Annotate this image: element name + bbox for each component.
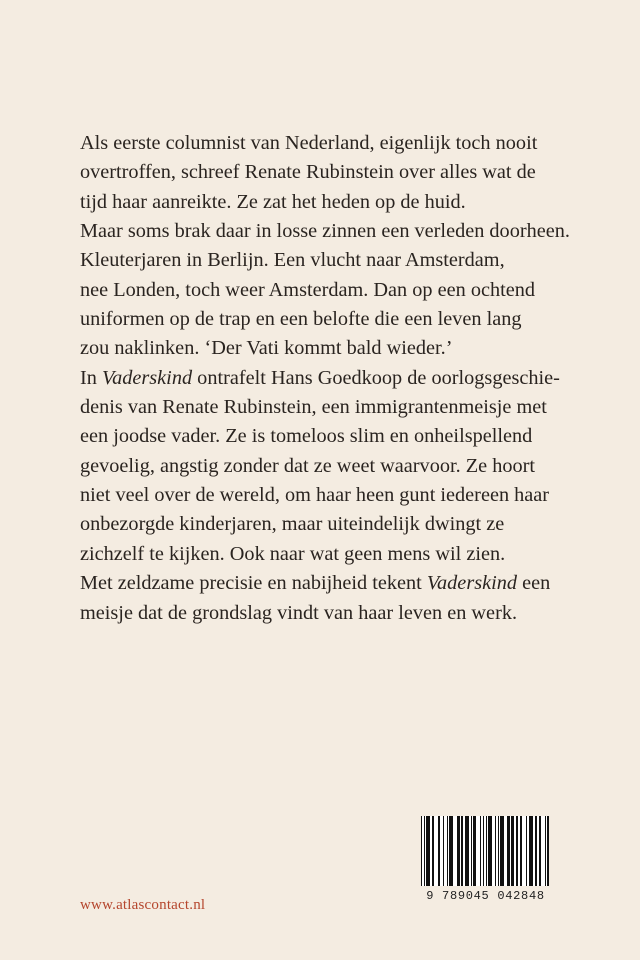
blurb-text-run: In bbox=[80, 366, 102, 389]
blurb-line bbox=[80, 481, 620, 510]
blurb-text-run: Met zeldzame precisie en nabijheid tekent bbox=[80, 572, 427, 595]
book-title-italic: Vaderskind bbox=[101, 366, 193, 389]
blurb-text-run: uniformen op de trap en een belofte die een leven lang bbox=[80, 308, 522, 331]
blurb-text-run: zou naklinken. ‘Der Vati kommt bald wieder.’ bbox=[80, 337, 453, 360]
blurb-line bbox=[80, 129, 620, 158]
barcode-bar bbox=[547, 816, 548, 886]
blurb-text-run: onbezorgde kinderjaren, maar uiteindelijk dwingt ze bbox=[80, 513, 505, 536]
blurb-line bbox=[80, 305, 620, 334]
blurb-line bbox=[80, 540, 620, 569]
blurb-text-run: overtroffen, schreef Renate Rubinstein over alles wat de bbox=[80, 161, 536, 184]
blurb-text-run: zichzelf te kijken. Ook naar wat geen mens wil zien. bbox=[80, 542, 506, 565]
blurb-text-run: tijd haar aanreikte. Ze zat het heden op de huid. bbox=[80, 190, 466, 213]
blurb-line bbox=[80, 246, 620, 275]
blurb-line bbox=[80, 158, 620, 187]
blurb-line bbox=[80, 510, 620, 539]
blurb-line bbox=[80, 276, 620, 305]
blurb-text-run: een bbox=[517, 572, 551, 595]
blurb-line bbox=[80, 422, 620, 451]
blurb-line bbox=[80, 393, 620, 422]
blurb-line bbox=[80, 569, 620, 598]
blurb-line bbox=[80, 364, 620, 393]
barcode-icon bbox=[418, 816, 553, 916]
blurb-text-run: Als eerste columnist van Nederland, eigenlijk toch nooit bbox=[80, 132, 538, 154]
blurb-text-run: niet veel over de wereld, om haar heen gunt iedereen haar bbox=[80, 484, 550, 507]
blurb-line bbox=[80, 188, 620, 217]
blurb-line bbox=[80, 599, 620, 628]
blurb-line bbox=[80, 334, 620, 363]
blurb-text-run: denis van Renate Rubinstein, een immigrantenmeisje met bbox=[80, 396, 547, 419]
blurb-line bbox=[80, 452, 620, 481]
blurb-text-run: ontrafelt Hans Goedkoop de oorlogsgeschie- bbox=[192, 366, 560, 389]
book-title-italic: Vaderskind bbox=[426, 572, 518, 595]
blurb-text-run: Maar soms brak daar in losse zinnen een verleden doorheen. bbox=[80, 220, 570, 243]
barcode-bars bbox=[421, 816, 550, 886]
blurb-text-run: nee Londen, toch weer Amsterdam. Dan op een ochtend bbox=[80, 278, 536, 301]
blurb-text-run: meisje dat de grondslag vindt van haar leven en werk. bbox=[80, 601, 518, 624]
blurb-text bbox=[80, 129, 620, 628]
isbn-number: 9 789045 042848 bbox=[426, 889, 545, 903]
blurb-text-run: Kleuterjaren in Berlijn. Een vlucht naar Amsterdam, bbox=[80, 249, 505, 272]
blurb-line bbox=[80, 217, 620, 246]
blurb-text-run: een joodse vader. Ze is tomeloos slim en onheilspellend bbox=[80, 425, 533, 448]
blurb-text-run: gevoelig, angstig zonder dat ze weet waarvoor. Ze hoort bbox=[80, 454, 536, 477]
publisher-website-link[interactable]: www.atlascontact.nl bbox=[80, 897, 206, 913]
